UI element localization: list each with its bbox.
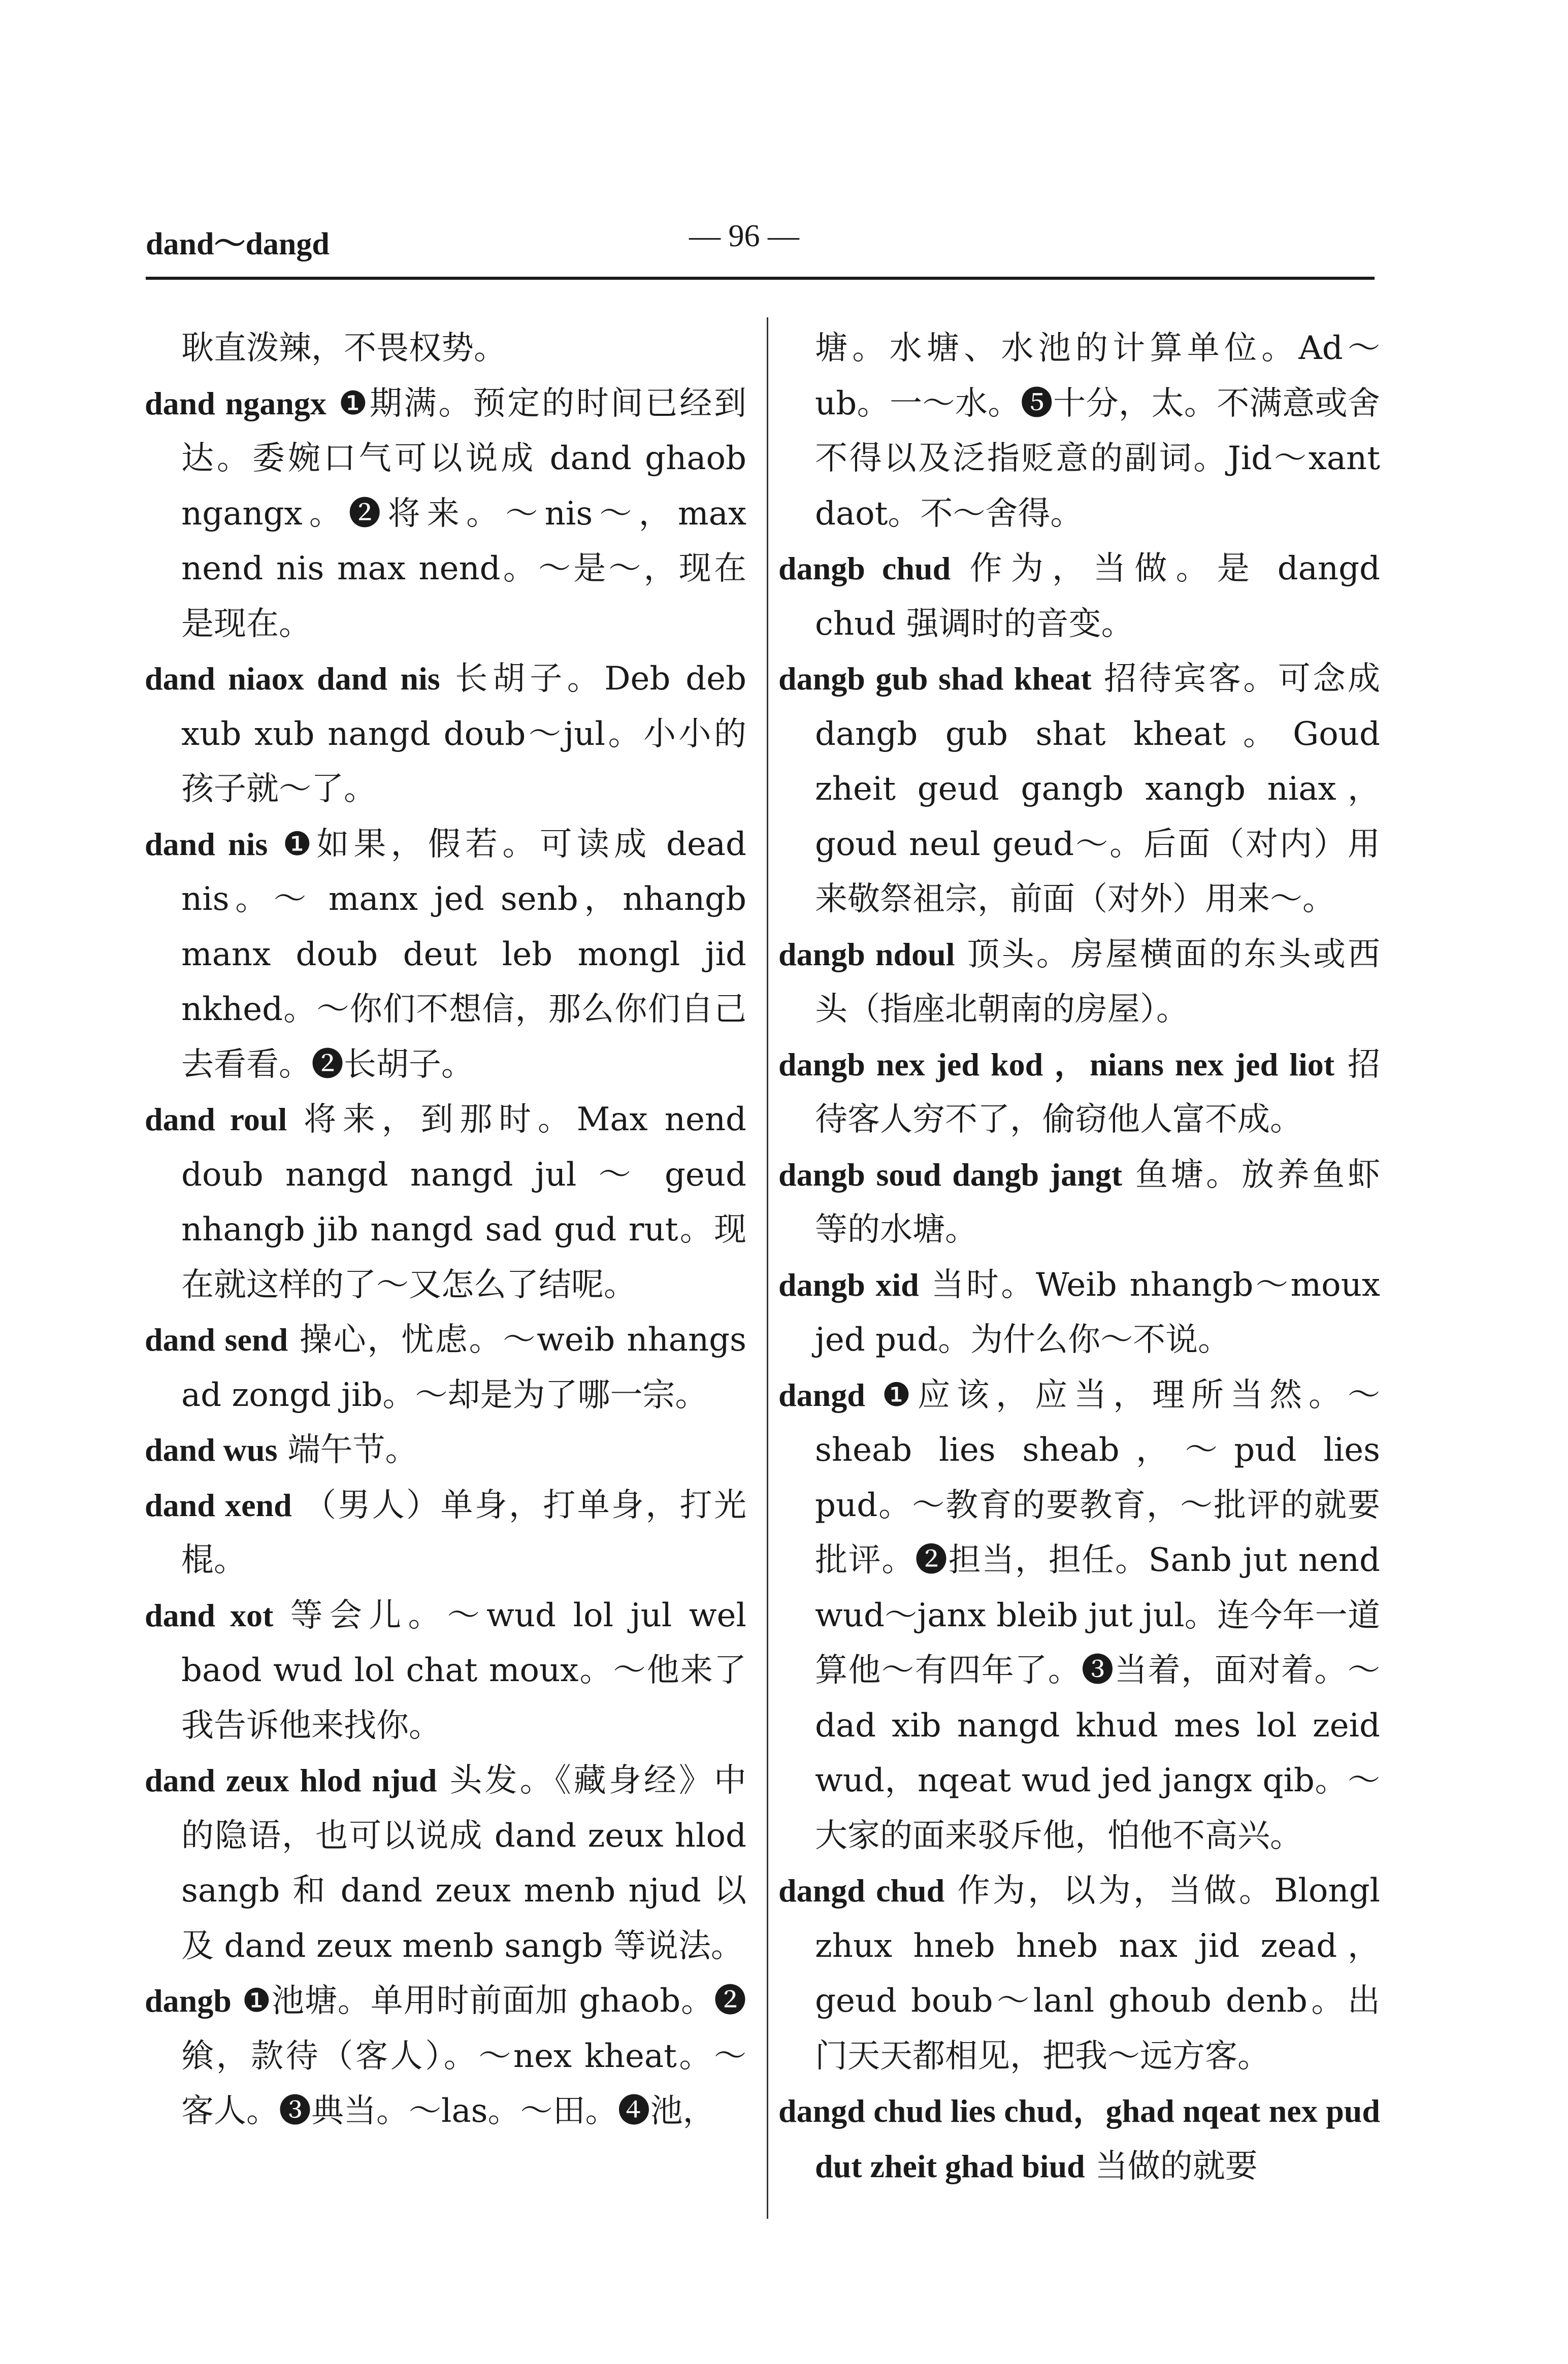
dictionary-entry bbox=[778, 541, 1380, 651]
entry-definition: 头发。《藏身经》中的隐语，也可以说成 dand zeux hlod sangb 和 dand zeux menb njud 以及 dand zeux menb sangb 等说法。 bbox=[181, 1762, 746, 1965]
entry-definition: ❶池塘。单用时前面加 ghaob。❷飨，款待（客人）。～nex kheat。～客人。❸典当。～las。～田。❹池， bbox=[181, 1982, 746, 2130]
dictionary-entry bbox=[778, 321, 1380, 541]
entry-headword: dangb xid bbox=[778, 1266, 919, 1303]
header-divider bbox=[146, 277, 1375, 280]
entry-definition: 招待宾客。可念成 dangb gub shat kheat。Goud zheit geud gangb xangb niax，goud neul geud～。后面（对内）用来敬祭祖宗，前面（对外）用来～。 bbox=[815, 660, 1381, 918]
left-column bbox=[145, 321, 746, 2139]
dictionary-entry bbox=[145, 651, 746, 817]
entry-headword: dand roul bbox=[145, 1101, 287, 1137]
entry-definition: 顶头。房屋横面的东头或西头（指座北朝南的房屋）。 bbox=[815, 935, 1381, 1028]
entry-definition: 长胡子。Deb deb xub xub nangd doub～jul。小小的孩子就～了。 bbox=[181, 660, 747, 808]
dictionary-entry bbox=[145, 1312, 746, 1423]
entry-headword: dand ngangx bbox=[145, 385, 326, 421]
dictionary-entry bbox=[778, 1863, 1380, 2084]
dictionary-entry bbox=[145, 321, 746, 376]
dictionary-entry bbox=[145, 376, 746, 652]
entry-definition: （男人）单身，打单身，打光棍。 bbox=[181, 1486, 747, 1579]
dictionary-entry bbox=[145, 1478, 746, 1588]
dictionary-entry bbox=[778, 1258, 1380, 1368]
entry-headword: dangb ndoul bbox=[778, 936, 955, 972]
entry-definition: 将来，到那时。Max nend doub nangd nangd jul ～ geud nhangb jib nangd sad gud rut。现在就这样的了～又怎么了结呢。 bbox=[181, 1101, 747, 1304]
entry-definition: 等会儿。～wud lol jul wel baod wud lol chat moux。～他来了我告诉他来找你。 bbox=[181, 1596, 747, 1745]
entry-definition: 耿直泼辣，不畏权势。 bbox=[181, 330, 506, 367]
dictionary-entry bbox=[778, 1037, 1380, 1147]
dictionary-entry bbox=[778, 1147, 1380, 1258]
entry-headword: dangb nex jed kod ，nians nex jed liot bbox=[778, 1046, 1335, 1082]
entry-definition: ❶如果，假若。可读成 dead nis。～ manx jed senb，nhangb manx doub deut leb mongl jid nkhed。～你们不想信，那么你们自己去看看。❷长胡子。 bbox=[181, 825, 746, 1084]
entry-headword: dand xend bbox=[145, 1487, 292, 1523]
entry-definition: 当时。Weib nhangb～moux jed pud。为什么你～不说。 bbox=[815, 1266, 1381, 1359]
dictionary-entry bbox=[145, 817, 746, 1093]
dictionary-entry bbox=[778, 2084, 1380, 2194]
entry-headword: dand send bbox=[145, 1322, 288, 1358]
entry-headword: dand zeux hlod njud bbox=[145, 1762, 437, 1798]
entry-definition: ❶期满。预定的时间已经到达。委婉口气可以说成 dand ghaob ngangx。❷将来。～nis～，max nend nis max nend。～是～，现在是现在。 bbox=[181, 384, 747, 643]
entry-headword: dangd bbox=[778, 1376, 865, 1413]
entry-headword: dangd chud lies chud，ghad nqeat nex pud dut zheit ghad biud bbox=[778, 2093, 1380, 2184]
entry-headword: dangb soud dangb jangt bbox=[778, 1156, 1123, 1193]
entry-headword: dand nis bbox=[145, 826, 268, 862]
right-column bbox=[778, 321, 1380, 2194]
header-entry-range: dand～dangd bbox=[146, 227, 330, 261]
entry-headword: dangb gub shad kheat bbox=[778, 661, 1092, 697]
page-header bbox=[146, 216, 1375, 274]
entry-definition: 塘。水塘、水池的计算单位。Ad～ub。一～水。❺十分，太。不满意或舍不得以及泛指贬意的副词。Jid～xant daot。不～舍得。 bbox=[815, 330, 1380, 533]
dictionary-entry bbox=[778, 651, 1380, 927]
dictionary-entry bbox=[778, 927, 1380, 1037]
entry-definition: 鱼塘。放养鱼虾等的水塘。 bbox=[815, 1156, 1381, 1249]
entry-headword: dangb chud bbox=[778, 550, 951, 586]
entry-headword: dangb bbox=[145, 1983, 232, 2019]
entry-headword: dand wus bbox=[145, 1432, 278, 1468]
entry-definition: 操心，忧虑。～weib nhangs ad zongd jib。～却是为了哪一宗。 bbox=[181, 1321, 746, 1414]
entry-definition: 作为，以为，当做。Blongl zhux hneb hneb nax jid zead，geud boub～lanl ghoub denb。出门天天都相见，把我～远方客。 bbox=[815, 1872, 1381, 2075]
entry-headword: dangd chud bbox=[778, 1873, 945, 1909]
entry-headword: dand xot bbox=[145, 1597, 274, 1633]
entry-definition: 端午节。 bbox=[287, 1431, 418, 1469]
entry-definition: 作为，当做。是 dangd chud 强调时的音变。 bbox=[815, 550, 1381, 643]
dictionary-entry bbox=[145, 1588, 746, 1754]
entry-definition: 当做的就要 bbox=[1095, 2147, 1258, 2185]
column-divider bbox=[767, 317, 768, 2219]
dictionary-entry bbox=[778, 1368, 1380, 1864]
dictionary-entry bbox=[145, 1423, 746, 1478]
entry-definition: 招待客人穷不了，偷窃他人富不成。 bbox=[815, 1045, 1381, 1138]
entry-headword: dand niaox dand nis bbox=[145, 661, 440, 697]
dictionary-entry bbox=[145, 1974, 746, 2139]
dictionary-entry bbox=[145, 1753, 746, 1974]
dictionary-entry bbox=[145, 1092, 746, 1312]
entry-definition: ❶应该，应当，理所当然。～sheab lies sheab，～pud lies pud。～教育的要教育，～批评的就要批评。❷担当，担任。Sanb jut nend wud～janx bleib jut jul。连今年一道算他～有四年了。❸当着，面对着。～dad xib nangd khud mes lol zeid wud，nqeat wud jed jangx qib。～大家的面来驳斥他，怕他不高兴。 bbox=[815, 1376, 1380, 1855]
page-number: — 96 — bbox=[689, 219, 799, 253]
